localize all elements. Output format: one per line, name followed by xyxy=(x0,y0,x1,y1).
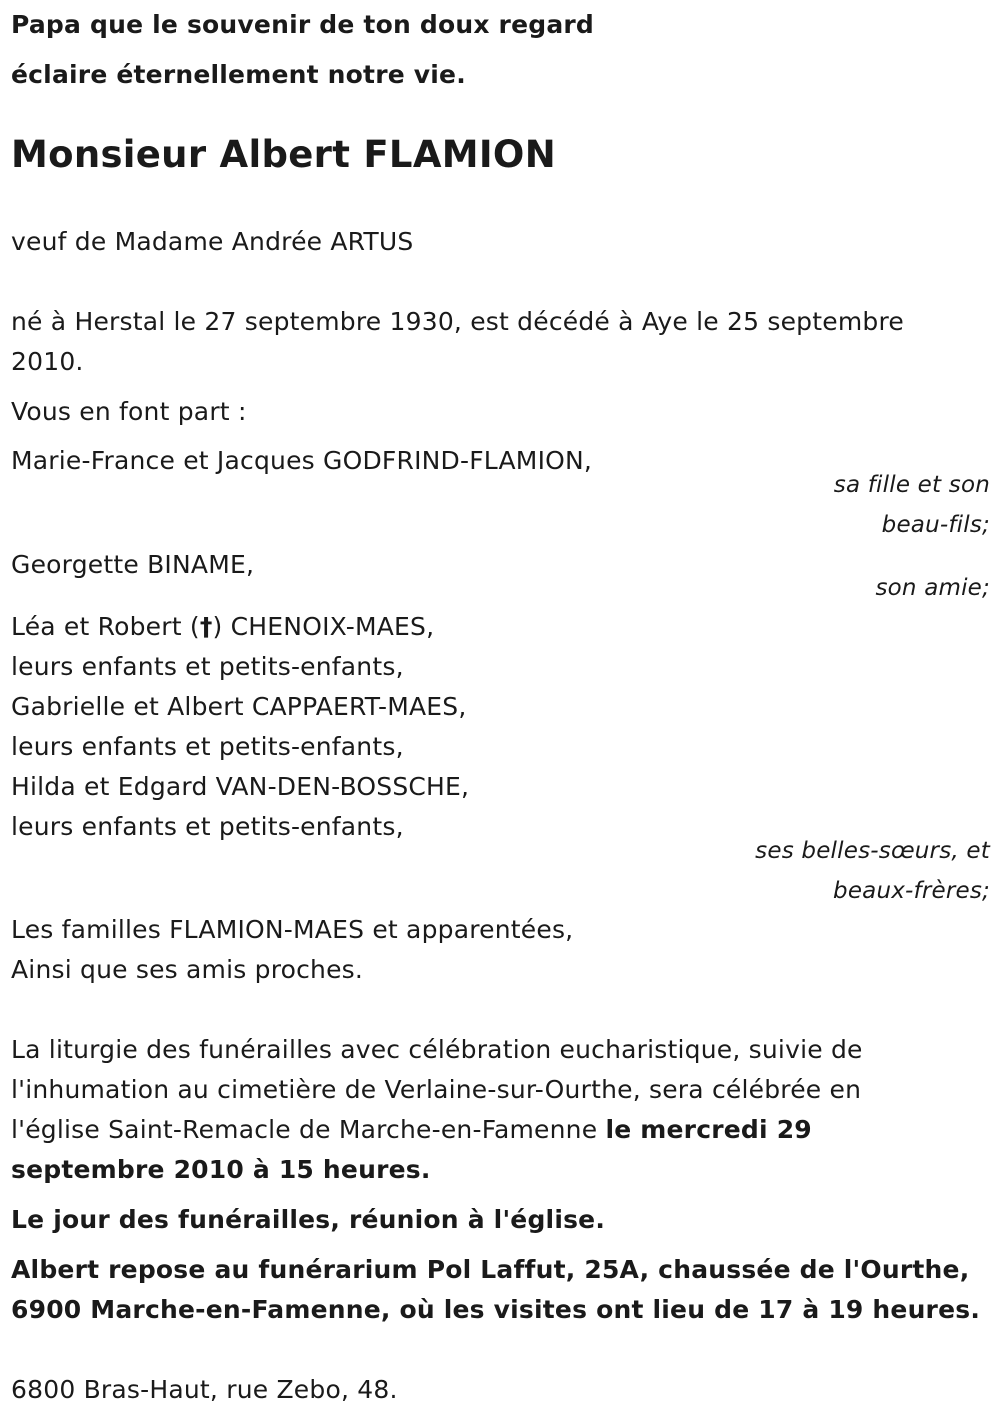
family-chenoix-children: leurs enfants et petits-enfants, xyxy=(11,652,404,681)
birth-death-line-1: né à Herstal le 27 septembre 1930, est décédé à Aye le 25 septembre xyxy=(11,307,904,336)
relation-daughter: sa fille et son xyxy=(833,472,990,498)
deceased-cross-icon: † xyxy=(199,612,213,641)
family-van-den-bossche: Hilda et Edgard VAN-DEN-BOSSCHE, xyxy=(11,772,470,801)
ceremony-line-3 xyxy=(11,1110,812,1150)
relation-son-in-law: beau-fils; xyxy=(881,512,990,538)
family-chenoix-prefix: Léa et Robert ( xyxy=(11,612,200,641)
family-biname: Georgette BINAME, xyxy=(11,550,255,579)
ceremony-date-part-2: septembre 2010 à 15 heures. xyxy=(11,1155,431,1184)
ceremony-date-part-1: le mercredi 29 xyxy=(605,1115,812,1144)
family-chenoix xyxy=(11,607,434,647)
family-address: 6800 Bras-Haut, rue Zebo, 48. xyxy=(11,1375,398,1404)
relation-brothers-in-law: beaux-frères; xyxy=(833,878,990,904)
epigraph-line-2: éclaire éternellement notre vie. xyxy=(11,60,466,89)
funerarium-line-2: 6900 Marche-en-Famenne, où les visites ont lieu de 17 à 19 heures. xyxy=(11,1295,981,1324)
family-godfrind: Marie-France et Jacques GODFRIND-FLAMION, xyxy=(11,446,593,475)
family-cappaert-children: leurs enfants et petits-enfants, xyxy=(11,732,404,761)
funerarium-line-1: Albert repose au funérarium Pol Laffut, 25A, chaussée de l'Ourthe, xyxy=(11,1255,970,1284)
friends-line: Ainsi que ses amis proches. xyxy=(11,955,364,984)
announcement-intro: Vous en font part : xyxy=(11,397,247,426)
widower-line: veuf de Madame Andrée ARTUS xyxy=(11,227,414,256)
relation-sisters-in-law: ses belles-sœurs, et xyxy=(755,838,990,864)
ceremony-location: l'église Saint-Remacle de Marche-en-Famenne xyxy=(11,1115,606,1144)
ceremony-line-1: La liturgie des funérailles avec célébration eucharistique, suivie de xyxy=(11,1035,863,1064)
gathering-line: Le jour des funérailles, réunion à l'église. xyxy=(11,1205,606,1234)
ceremony-line-2: l'inhumation au cimetière de Verlaine-sur-Ourthe, sera célébrée en xyxy=(11,1075,862,1104)
birth-death-line-2: 2010. xyxy=(11,347,84,376)
family-van-den-bossche-children: leurs enfants et petits-enfants, xyxy=(11,812,404,841)
relation-friend: son amie; xyxy=(875,575,990,601)
family-chenoix-suffix: ) CHENOIX-MAES, xyxy=(212,612,435,641)
families-line: Les familles FLAMION-MAES et apparentées, xyxy=(11,915,574,944)
epigraph-line-1: Papa que le souvenir de ton doux regard xyxy=(11,10,595,39)
deceased-name: Monsieur Albert FLAMION xyxy=(11,133,556,176)
family-cappaert: Gabrielle et Albert CAPPAERT-MAES, xyxy=(11,692,467,721)
